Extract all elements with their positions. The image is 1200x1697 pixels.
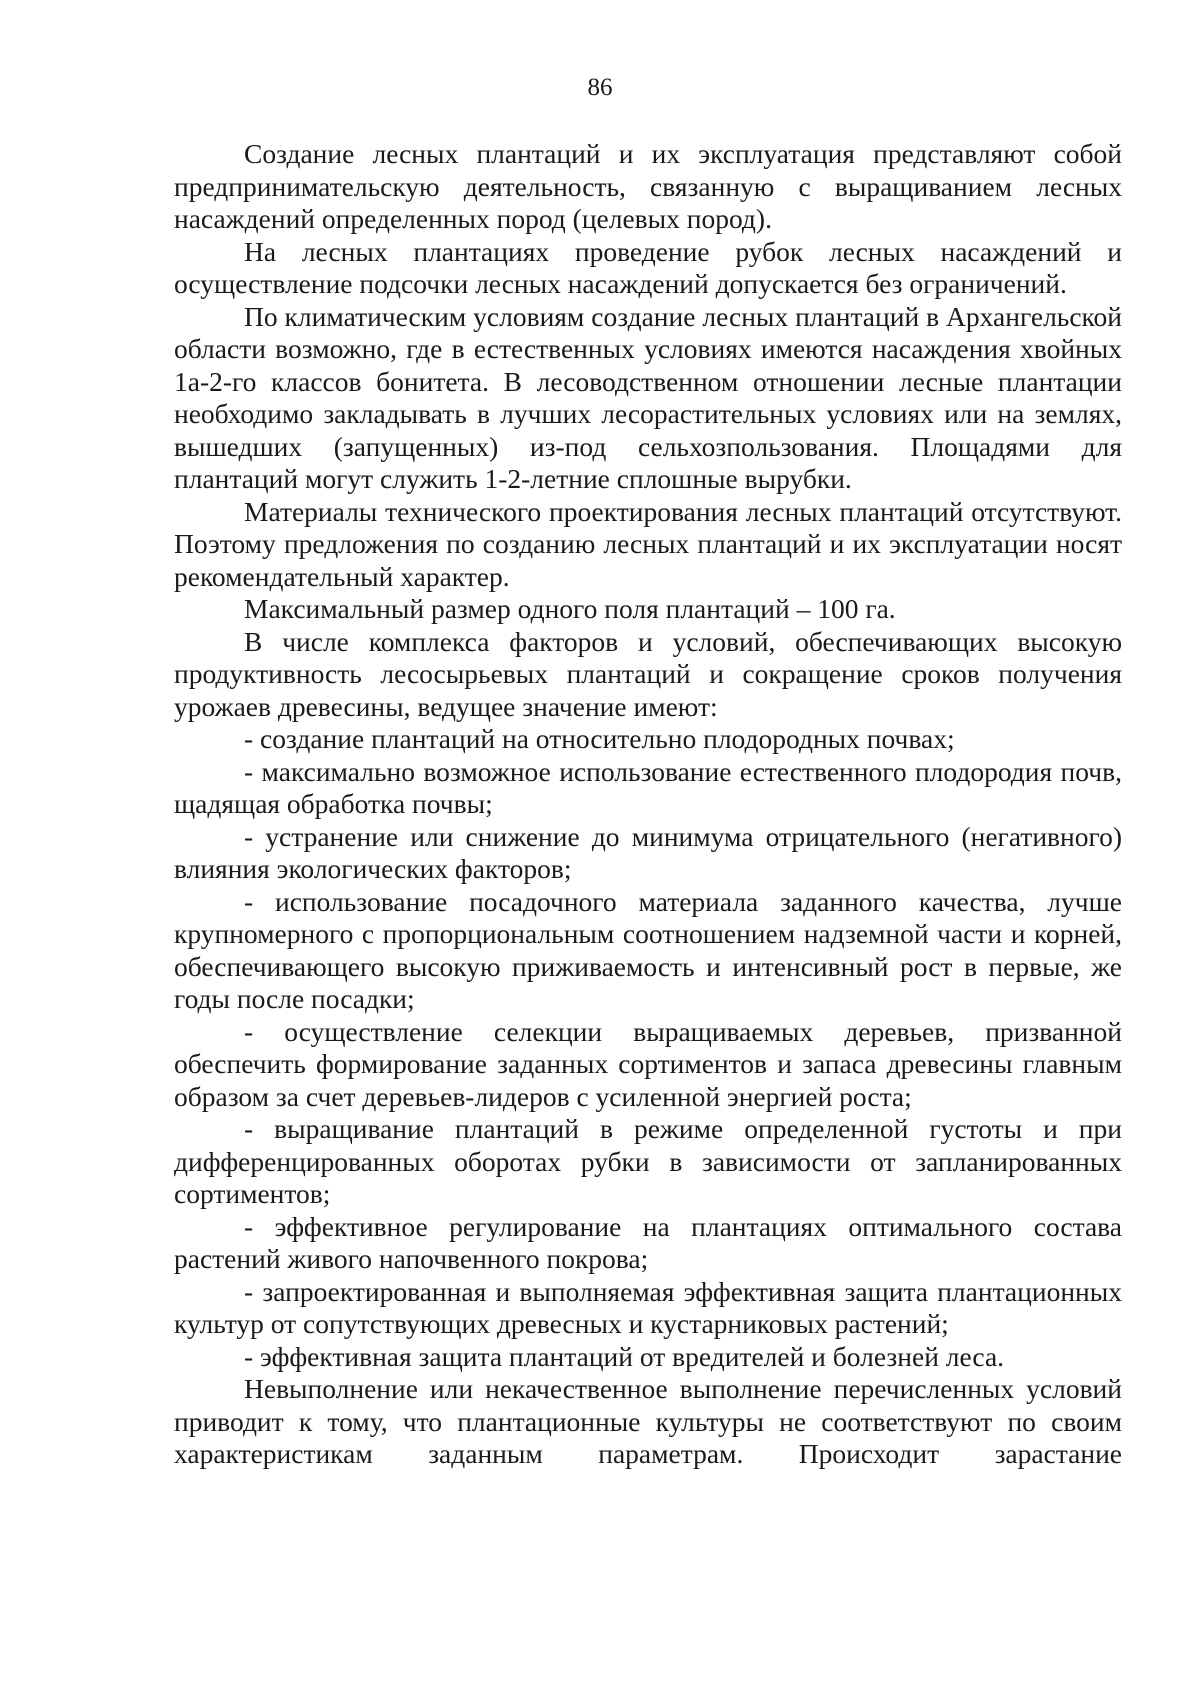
list-item: - устранение или снижение до минимума отрицательного (негативного) влияния экологических факторов; [174, 820, 1122, 884]
paragraph: Создание лесных плантаций и их эксплуатация представляют собой предпринимательскую деятельность, связанную с выращиванием лесных насаждений определенных пород (целевых пород). [174, 138, 1122, 234]
paragraph: На лесных плантациях проведение рубок лесных насаждений и осуществление подсочки лесных насаждений допускается без ограничений. [174, 235, 1122, 299]
paragraph: По климатическим условиям создание лесных плантаций в Архангельской области возможно, где в естественных условиях имеются насаждения хвойных 1а-2-го классов бонитета. В лесоводственном отношении лесные плантации необходимо закладывать в лучших лесорастительных условиях или на землях, вышедших (запущенных) из-под сельхозпользования. Площадями для плантаций могут служить 1-2-летние сплошные вырубки. [174, 300, 1122, 494]
document-body [174, 138, 1122, 1471]
paragraph: В числе комплекса факторов и условий, обеспечивающих высокую продуктивность лесосырьевых плантаций и сокращение сроков получения урожаев древесины, ведущее значение имеют: [174, 625, 1122, 722]
paragraph: Материалы технического проектирования лесных плантаций отсутствуют. Поэтому предложения по созданию лесных плантаций и их эксплуатации носят рекомендательный характер. [174, 495, 1122, 592]
list-item: - создание плантаций на относительно плодородных почвах; [244, 723, 955, 754]
paragraph: Максимальный размер одного поля плантаций – 100 га. [244, 593, 896, 624]
list-item: - эффективная защита плантаций от вредителей и болезней леса. [244, 1340, 1005, 1372]
paragraph: Невыполнение или некачественное выполнение перечисленных условий приводит к тому, что плантационные культуры не соответствуют по своим характеристикам заданным параметрам. Происходит зарастание [174, 1373, 1122, 1469]
list-item: - эффективное регулирование на плантациях оптимального состава растений живого напочвенного покрова; [174, 1210, 1122, 1274]
list-item: - осуществление селекции выращиваемых деревьев, призванной обеспечить формирование заданных сортиментов и запаса древесины главным образом за счет деревьев-лидеров с усиленной энергией роста; [174, 1015, 1122, 1112]
page-number: 86 [587, 74, 613, 101]
list-item: - максимально возможное использование естественного плодородия почв, щадящая обработка почвы; [174, 755, 1122, 819]
list-item: - выращивание плантаций в режиме определенной густоты и при дифференцированных оборотах рубки в зависимости от запланированных сортиментов; [174, 1113, 1122, 1209]
list-item: - использование посадочного материала заданного качества, лучше крупномерного с пропорциональным соотношением надземной части и корней, обеспечивающего высокую приживаемость и интенсивный рост в первые, же годы после посадки; [174, 885, 1122, 1014]
list-item: - запроектированная и выполняемая эффективная защита плантационных культур от сопутствующих древесных и кустарниковых растений; [174, 1275, 1122, 1339]
